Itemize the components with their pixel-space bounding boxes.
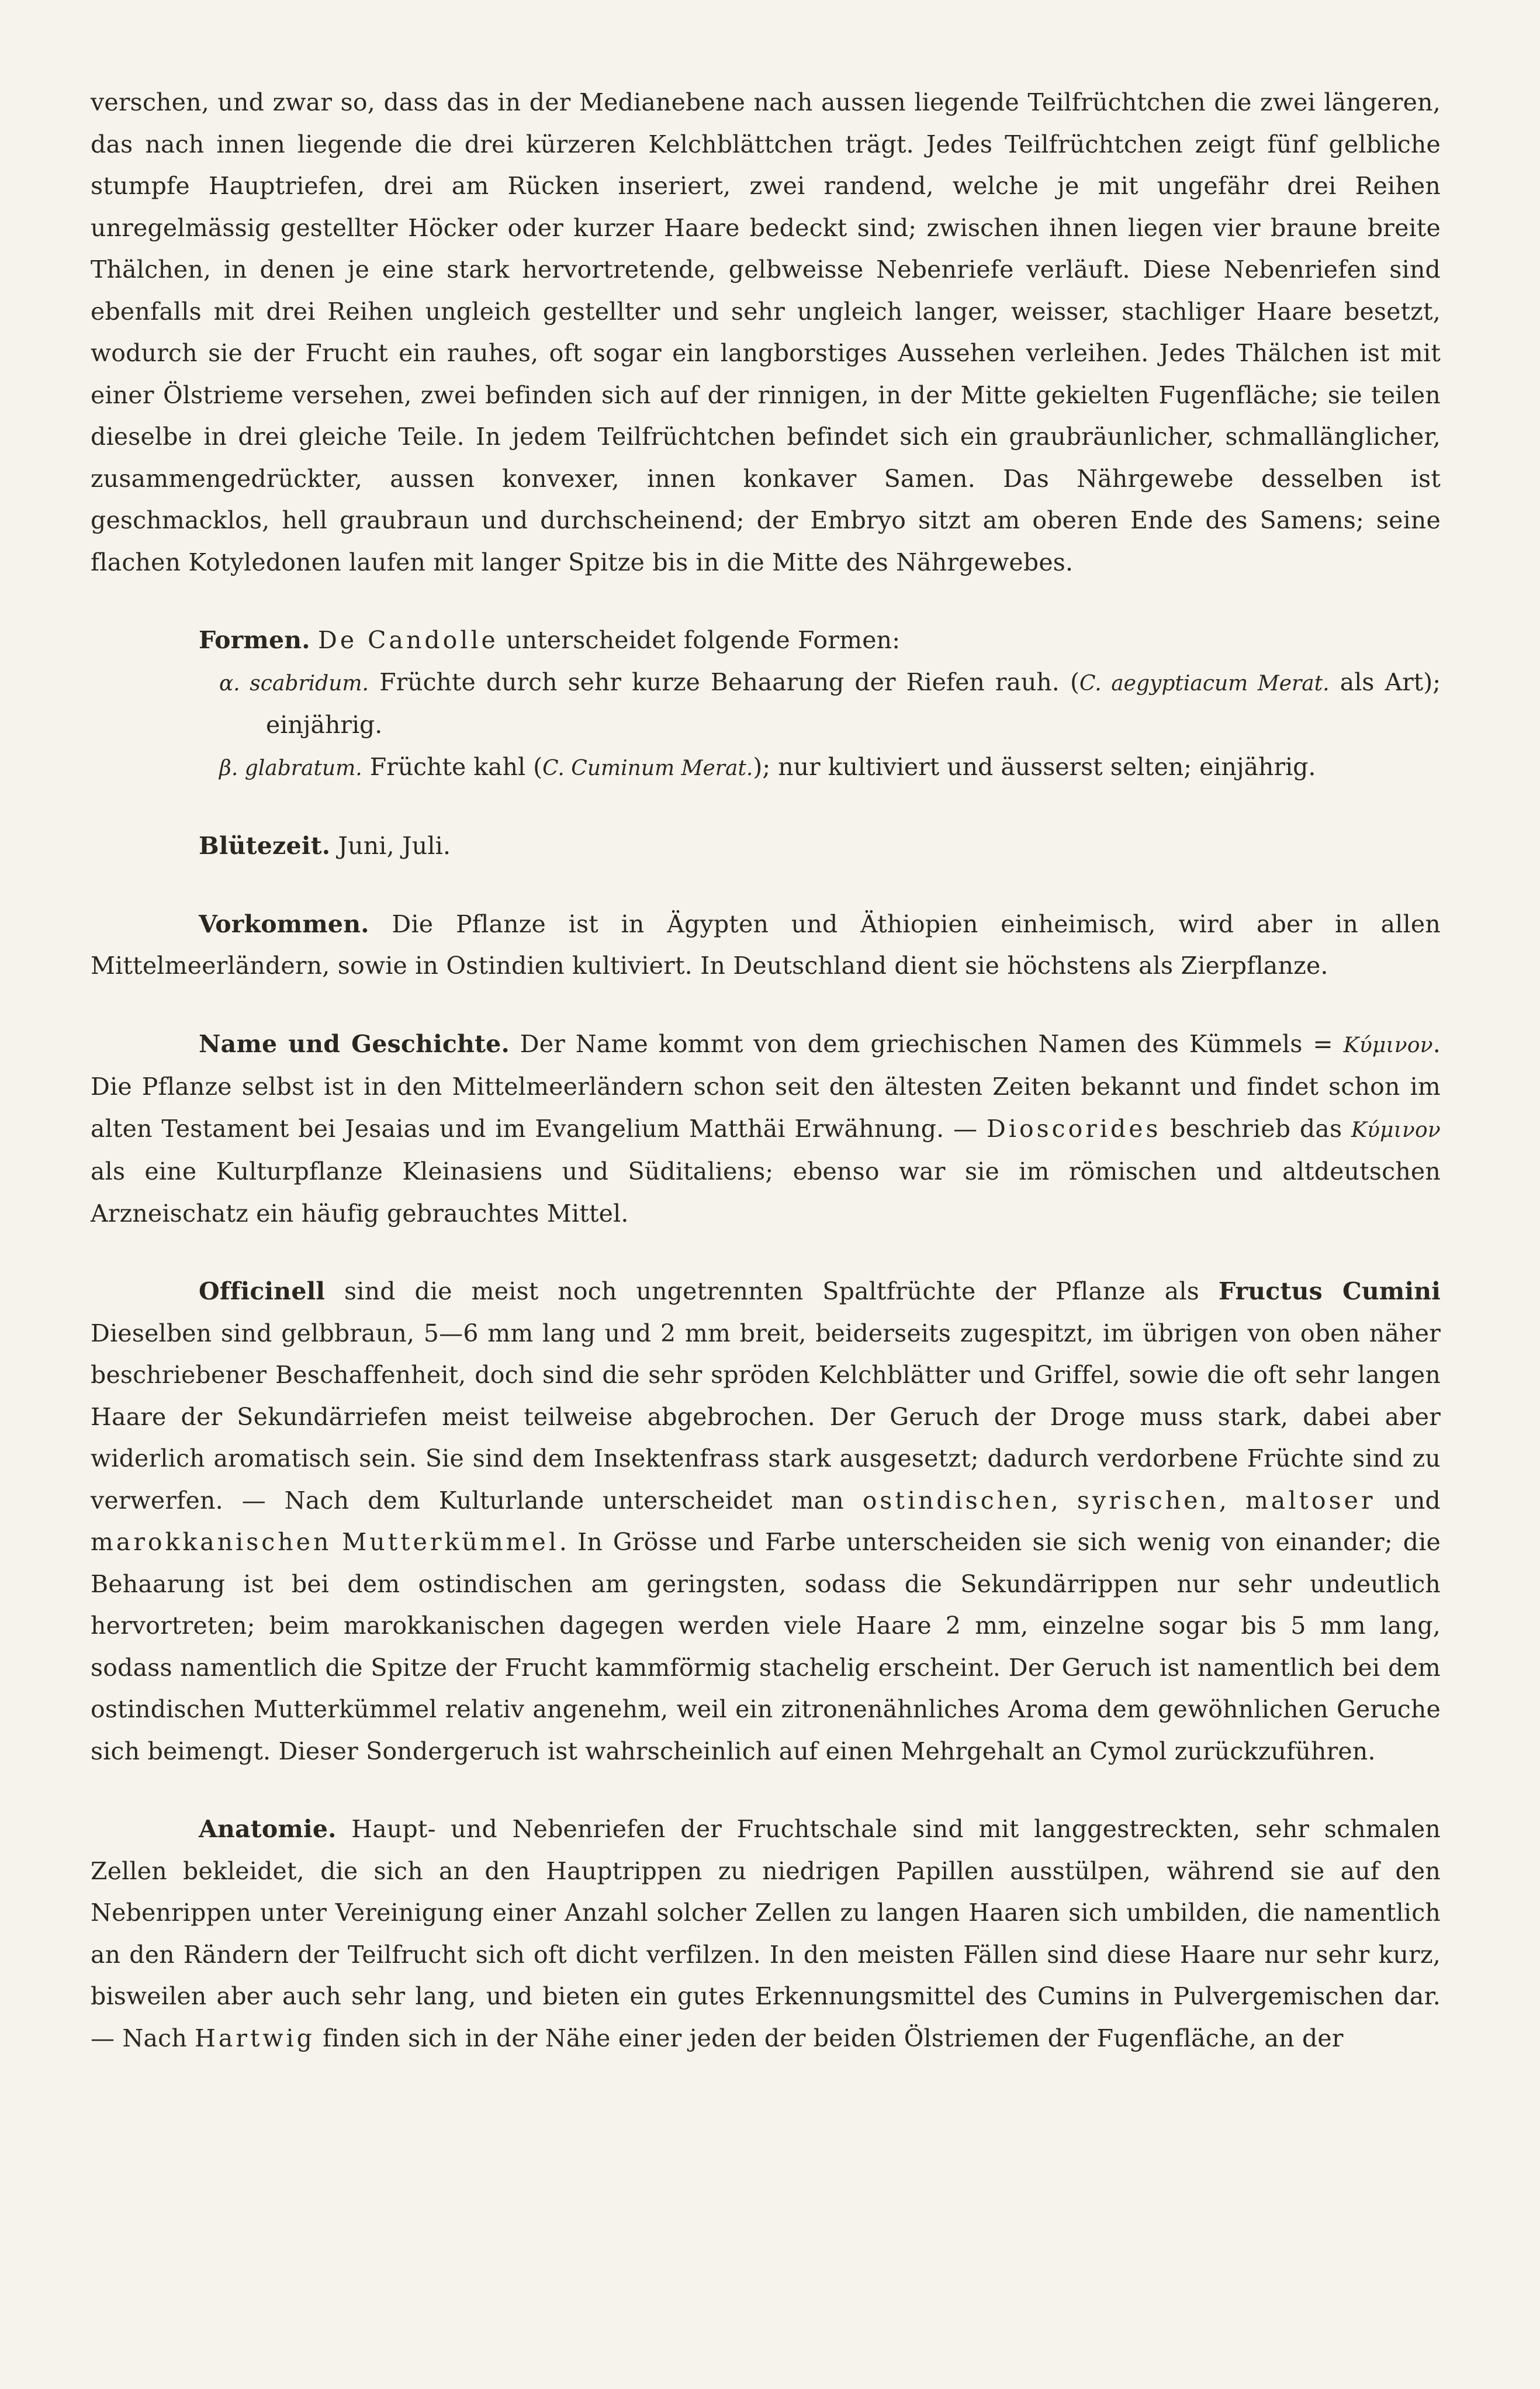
name-text-d: als eine Kulturpflanze Kleinasiens und Süditaliens; ebenso war sie im römischen und altdeutschen Arzneischatz ein häufig gebrauchtes Mittel. <box>91 1157 1441 1228</box>
greek-word: Κύμινον <box>1351 1118 1441 1142</box>
variety-syrisch: syrischen <box>1077 1486 1219 1515</box>
name-text-c: beschrieb das <box>1161 1114 1351 1143</box>
anatomie-text-a: Haupt- und Nebenriefen der Fruchtschale sind mit langgestreckten, sehr schmalen Zellen bekleidet, die sich an den Hauptrippen zu niedrigen Papillen ausstülpen, während sie auf den Nebenrippen unter Vereinigung einer Anzahl solcher Zellen zu langen Haaren sich umbilden, die namentlich an den Rändern der Teilfrucht sich oft dicht verfilzen. In den meisten Fällen sind diese Haare nur sehr kurz, bisweilen aber auch sehr lang, und bieten ein gutes Erkennungsmittel des Cumins in Pulvergemischen dar. — Nach <box>91 1815 1441 2052</box>
form-item-scabridum <box>91 662 1441 746</box>
drug-name: Fructus Cumini <box>1218 1277 1441 1305</box>
form-label: β. glabratum. <box>219 756 362 780</box>
name-text-b: . Die Pflanze selbst ist in den Mittelmeerländern schon seit den ältesten Zeiten bekannt und findet schon im alten Testament bei Jesaias und im Evangelium Matthäi Erwähnung. — <box>91 1029 1441 1143</box>
mutterkuemmel: Mutterkümmel <box>342 1528 559 1556</box>
variety-maltoser: maltoser <box>1245 1486 1376 1515</box>
bluetezeit-section <box>91 825 1441 867</box>
formen-heading: Formen. <box>199 626 310 654</box>
officinell-heading: Officinell <box>199 1277 326 1305</box>
form-text-b: ); nur kultiviert und äusserst selten; einjährig. <box>753 752 1316 781</box>
form-synonym: C. Cuminum Merat. <box>542 756 753 780</box>
name-text-a: Der Name kommt von dem griechischen Namen des Kümmels = <box>509 1029 1344 1058</box>
formen-section <box>91 620 1441 662</box>
form-text-a: Früchte kahl ( <box>362 752 543 781</box>
form-text-a: Früchte durch sehr kurze Behaarung der Riefen rauh. ( <box>369 668 1079 696</box>
form-label: α. scabridum. <box>219 671 369 696</box>
intro-paragraph: verschen, und zwar so, dass das in der Medianebene nach aussen liegende Teilfrüchtchen die zwei längeren, das nach innen liegende die drei kürzeren Kelchblättchen trägt. Jedes Teilfrüchtchen zeigt fünf gelbliche stumpfe Hauptriefen, drei am Rücken inseriert, zwei randend, welche je mit ungefähr drei Reihen unregelmässig gestellter Höcker oder kurzer Haare bedeckt sind; zwischen ihnen liegen vier braune breite Thälchen, in denen je eine stark hervortretende, gelbweisse Nebenriefe verläuft. Diese Nebenriefen sind ebenfalls mit drei Reihen ungleich gestellter und sehr ungleich langer, weisser, stachliger Haare besetzt, wodurch sie der Frucht ein rauhes, oft sogar ein langborstiges Aussehen verleihen. Jedes Thälchen ist mit einer Ölstrieme versehen, zwei befinden sich auf der rinnigen, in der Mitte gekielten Fugenfläche; sie teilen dieselbe in drei gleiche Teile. In jedem Teilfrüchtchen befindet sich ein graubräunlicher, schmallänglicher, zusammengedrückter, aussen konvexer, innen konkaver Samen. Das Nährgewebe desselben ist geschmacklos, hell graubraun und durchscheinend; der Embryo sitzt am oberen Ende des Samens; seine flachen Kotyledonen laufen mit langer Spitze bis in die Mitte des Nährgewebes. <box>91 88 1441 576</box>
formen-list <box>91 662 1441 790</box>
vorkommen-section <box>91 904 1441 987</box>
anatomie-heading: Anatomie. <box>199 1815 337 1843</box>
anatomie-text-b: finden sich in der Nähe einer jeden der beiden Ölstriemen der Fugenfläche, an der <box>314 2024 1344 2052</box>
vorkommen-heading: Vorkommen. <box>199 910 369 938</box>
officinell-text-c: . In Grösse und Farbe unterscheiden sie sich wenig von einander; die Behaarung ist bei dem ostindischen am geringsten, sodass die Sekundärrippen nur sehr undeutlich hervortreten; beim marokkanischen dagegen werden viele Haare 2 mm, einzelne sogar bis 5 mm lang, sodass namentlich die Spitze der Frucht kammförmig stachelig erscheint. Der Geruch ist namentlich bei dem ostindischen Mutterkümmel relativ angenehm, weil ein zitronenähnliches Aroma dem gewöhnlichen Geruche sich beimengt. Dieser Sondergeruch ist wahrscheinlich auf einen Mehrgehalt an Cymol zurückzuführen. <box>91 1528 1441 1765</box>
name-heading: Name und Geschichte. <box>199 1029 510 1058</box>
dioscorides-name: Dioscorides <box>986 1114 1161 1143</box>
form-synonym: C. aegyptiacum Merat. <box>1079 671 1330 696</box>
anatomie-section <box>91 1809 1441 2059</box>
bluetezeit-heading: Blütezeit. <box>199 832 331 860</box>
formen-text: unterscheidet folgende Formen: <box>498 626 901 654</box>
officinell-text-b: Dieselben sind gelbbraun, 5—6 mm lang und 2 mm breit, beiderseits zugespitzt, im übrigen von oben näher beschriebener Beschaffenheit, doch sind die sehr spröden Kelchblätter und Griffel, sowie die oft sehr langen Haare der Sekundärriefen meist teilweise abgebrochen. Der Geruch der Droge muss stark, dabei aber widerlich aromatisch sein. Sie sind dem Insektenfrass stark ausgesetzt; dadurch verdorbene Früchte sind zu verwerfen. — Nach dem Kulturlande unterscheidet man <box>91 1319 1441 1515</box>
name-section <box>91 1024 1441 1235</box>
form-text-b: als Art); einjährig. <box>266 668 1441 739</box>
bluetezeit-text: Juni, Juli. <box>330 832 451 860</box>
vorkommen-text: Die Pflanze ist in Ägypten und Äthiopien einheimisch, wird aber in allen Mittelmeerländern, sowie in Ostindien kultiviert. In Deutschland dient sie höchstens als Zierpflanze. <box>91 910 1441 980</box>
variety-ostindisch: ostindischen <box>862 1486 1051 1515</box>
form-item-glabratum <box>91 746 1441 790</box>
officinell-text-a: sind die meist noch ungetrennten Spaltfrüchte der Pflanze als <box>325 1277 1219 1305</box>
hartwig-name: Hartwig <box>195 2024 315 2052</box>
officinell-section: Officinell sind die meist noch ungetrennten Spaltfrüchte der Pflanze als Fructus Cumini Dieselben sind gelbbraun, 5—6 mm lang und 2 mm breit, beiderseits zugespitzt, im übrigen von oben näher beschriebener Beschaffenheit, doch sind die sehr spröden Kelchblätter und Griffel, sowie die oft sehr langen Haare der Sekundärriefen meist teilweise abgebrochen. Der Geruch der Droge muss stark, dabei aber widerlich aromatisch sein. Sie sind dem Insektenfrass stark ausgesetzt; dadurch verdorbene Früchte sind zu verwerfen. — Nach dem Kulturlande unterscheidet man ostindischen, syrischen, maltoser und marokkanischen Mutterkümmel. In Grösse und Farbe unterscheiden sie sich wenig von einander; die Behaarung ist bei dem ostindischen am geringsten, sodass die Sekundärrippen nur sehr undeutlich hervortreten; beim marokkanischen dagegen werden viele Haare 2 mm, einzelne sogar bis 5 mm lang, sodass namentlich die Spitze der Frucht kammförmig stachelig erscheint. Der Geruch ist namentlich bei dem ostindischen Mutterkümmel relativ angenehm, weil ein zitronenähnliches Aroma dem gewöhnlichen Geruche sich beimengt. Dieser Sondergeruch ist wahrscheinlich auf einen Mehrgehalt an Cymol zurückzuführen. <box>91 1277 1441 1765</box>
formen-author: De Candolle <box>318 626 499 654</box>
greek-word: Κύμινον <box>1343 1033 1433 1057</box>
variety-marokkanisch: marokkanischen <box>91 1528 332 1556</box>
